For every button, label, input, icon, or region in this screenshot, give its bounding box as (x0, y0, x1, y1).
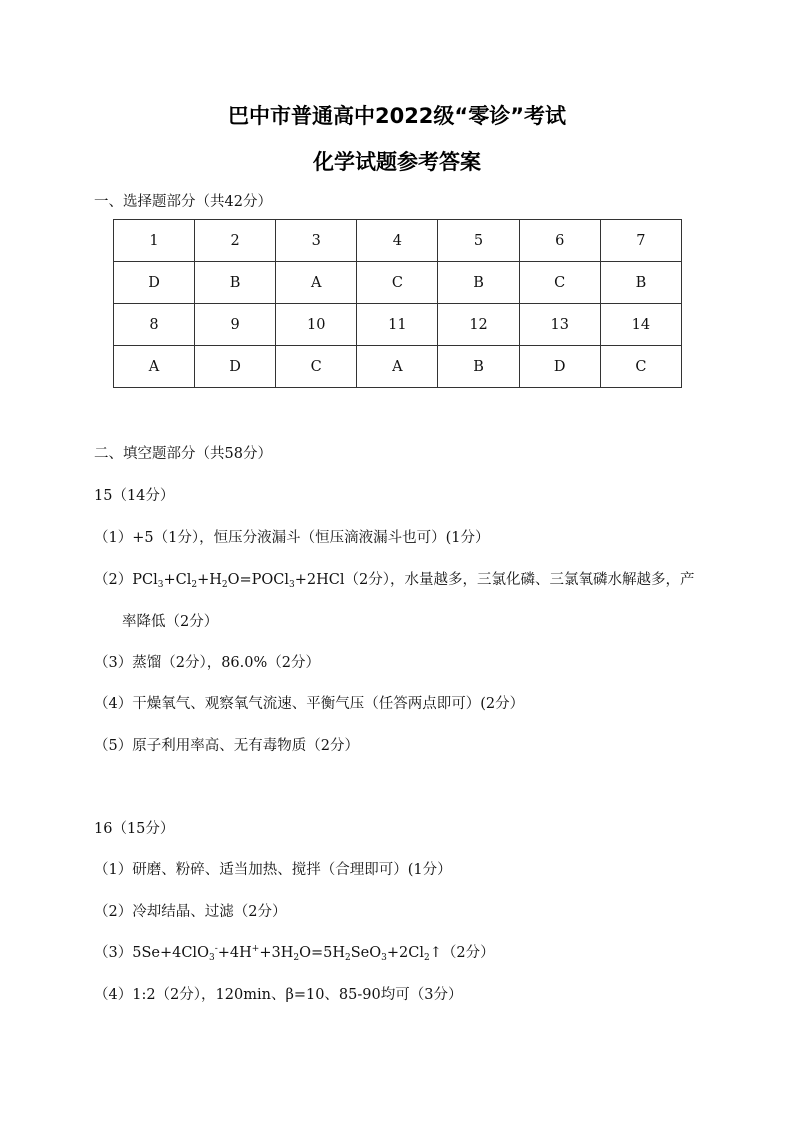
table-cell: 8 (114, 304, 195, 346)
exam-subtitle: 化学试题参考答案 (313, 150, 481, 174)
q16-answer-3: $(3)5Se+4ClO_3^-+4H^++3H_2O=5H_2SeO_3+2Cl_2↑(2$分） (94, 944, 495, 963)
table-cell: D (195, 346, 276, 388)
table-cell: C (357, 262, 438, 304)
q15-answer-3: （3）蒸馏（2分），86.0%（2分） (94, 655, 320, 671)
table-cell: 9 (195, 304, 276, 346)
q16-answer-2: （2）冷却结晶、过滤（2分） (94, 904, 287, 920)
q16-heading: 16（15分） (94, 821, 175, 837)
table-cell: 12 (438, 304, 519, 346)
table-cell: A (357, 346, 438, 388)
q15-answer-4: （4）干燥氧气、观察氧气流速、平衡气压（任答两点即可）(2分） (94, 696, 525, 712)
answer-table (113, 219, 682, 388)
table-cell: 10 (276, 304, 357, 346)
exam-title: 巴中市普通高中2022级“零诊”考试 (227, 104, 567, 128)
table-cell: D (519, 346, 600, 388)
table-cell: 14 (600, 304, 681, 346)
table-cell: B (438, 346, 519, 388)
table-row (114, 304, 682, 346)
table-cell: 2 (195, 220, 276, 262)
table-cell: 7 (600, 220, 681, 262)
table-cell: B (438, 262, 519, 304)
table-row (114, 262, 682, 304)
table-row (114, 220, 682, 262)
section2-heading: 二、填空题部分（共58分） (94, 446, 272, 462)
table-cell: B (195, 262, 276, 304)
q15-answer-2-continued: 率降低（2分） (122, 614, 219, 630)
q16-answer-1: （1）研磨、粉碎、适当加热、搅拌（合理即可）(1分） (94, 862, 452, 878)
table-cell: A (114, 346, 195, 388)
table-cell: 3 (276, 220, 357, 262)
section1-heading: 一、选择题部分（共42分） (94, 194, 272, 210)
table-cell: B (600, 262, 681, 304)
q15-heading: 15（14分） (94, 488, 175, 504)
table-cell: 13 (519, 304, 600, 346)
table-row (114, 346, 682, 388)
table-cell: 1 (114, 220, 195, 262)
q15-answer-2: $(2)PCl_3+Cl_2+H_2O=POCl_3+2HCl(2$分），水量越多，三氯化磷、三氯氧磷水解越多，产 (94, 572, 695, 590)
table-cell: C (600, 346, 681, 388)
table-cell: C (276, 346, 357, 388)
table-cell: 5 (438, 220, 519, 262)
table-cell: C (519, 262, 600, 304)
table-cell: 6 (519, 220, 600, 262)
table-cell: D (114, 262, 195, 304)
table-cell: 11 (357, 304, 438, 346)
table-cell: 4 (357, 220, 438, 262)
table-cell: A (276, 262, 357, 304)
q16-answer-4: （4）1:2（2分），120min、β=10、85-90均可（3分） (94, 987, 463, 1003)
q15-answer-1: （1）+5（1分），恒压分液漏斗（恒压滴液漏斗也可）(1分） (94, 530, 490, 546)
q15-answer-5: （5）原子利用率高、无有毒物质（2分） (94, 738, 359, 754)
